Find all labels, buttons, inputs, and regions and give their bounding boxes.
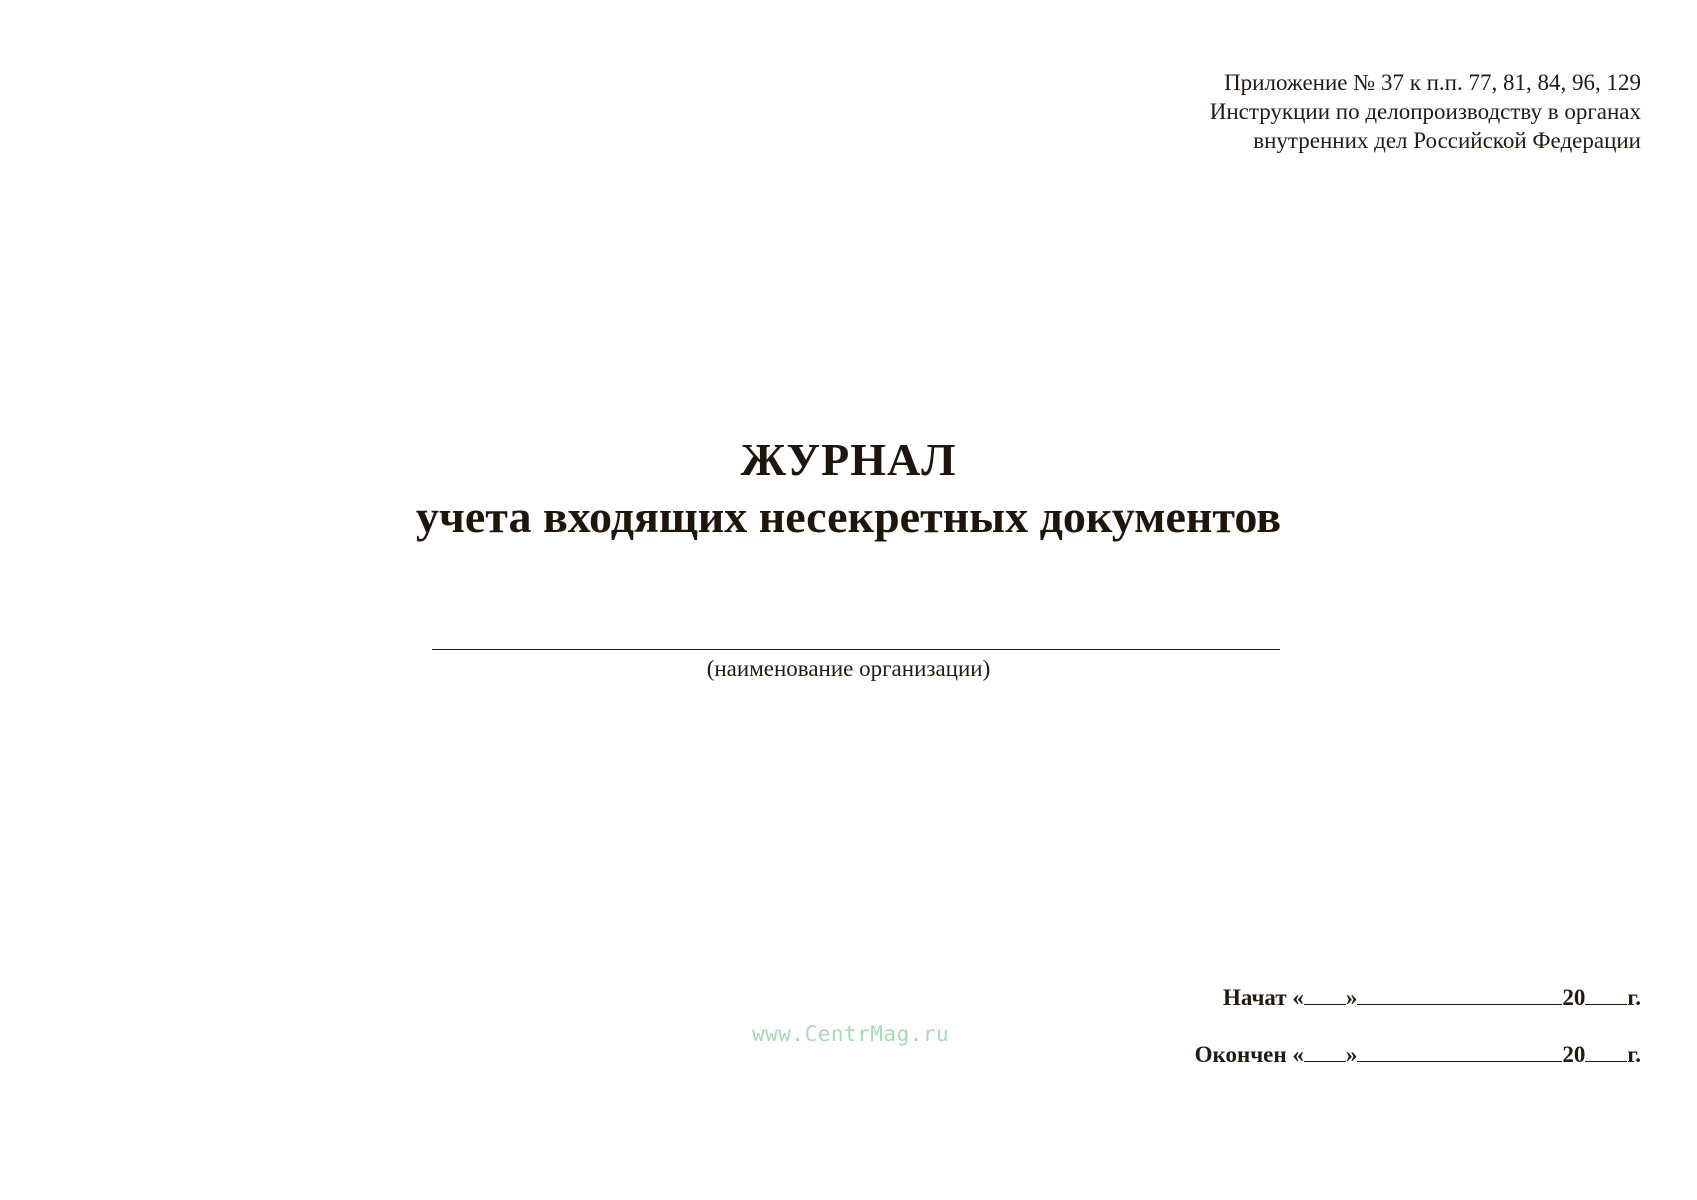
end-year-suffix: г. <box>1627 1042 1641 1067</box>
end-quote-close: » <box>1345 1042 1358 1067</box>
watermark: www.CentrMag.ru <box>752 1022 950 1046</box>
document-title <box>0 432 1697 546</box>
appendix-note <box>1210 68 1641 155</box>
start-month-blank <box>1357 986 1562 1005</box>
organization-caption: (наименование организации) <box>706 656 991 681</box>
end-month-blank <box>1357 1043 1562 1062</box>
start-date-row <box>1223 984 1641 1012</box>
title-subtitle: учета входящих несекретных документов <box>415 491 1282 542</box>
organization-name-line <box>432 649 1280 650</box>
start-day-blank <box>1304 986 1346 1005</box>
title-main: ЖУРНАЛ <box>740 434 957 485</box>
start-quote-close: » <box>1345 985 1358 1010</box>
appendix-line-1: Приложение № 37 к п.п. 77, 81, 84, 96, 129 <box>1224 70 1641 95</box>
end-day-blank <box>1304 1043 1346 1062</box>
appendix-line-3: внутренних дел Российской Федерации <box>1253 128 1641 153</box>
start-year-suffix: г. <box>1627 985 1641 1010</box>
end-date-label: Окончен « <box>1194 1042 1304 1067</box>
appendix-line-2: Инструкции по делопроизводству в органах <box>1209 99 1641 124</box>
start-year-blank <box>1585 986 1627 1005</box>
start-date-label: Начат « <box>1222 985 1304 1010</box>
end-year-blank <box>1585 1043 1627 1062</box>
end-date-row <box>1195 1041 1641 1069</box>
end-century: 20 <box>1562 1042 1586 1067</box>
start-century: 20 <box>1562 985 1586 1010</box>
